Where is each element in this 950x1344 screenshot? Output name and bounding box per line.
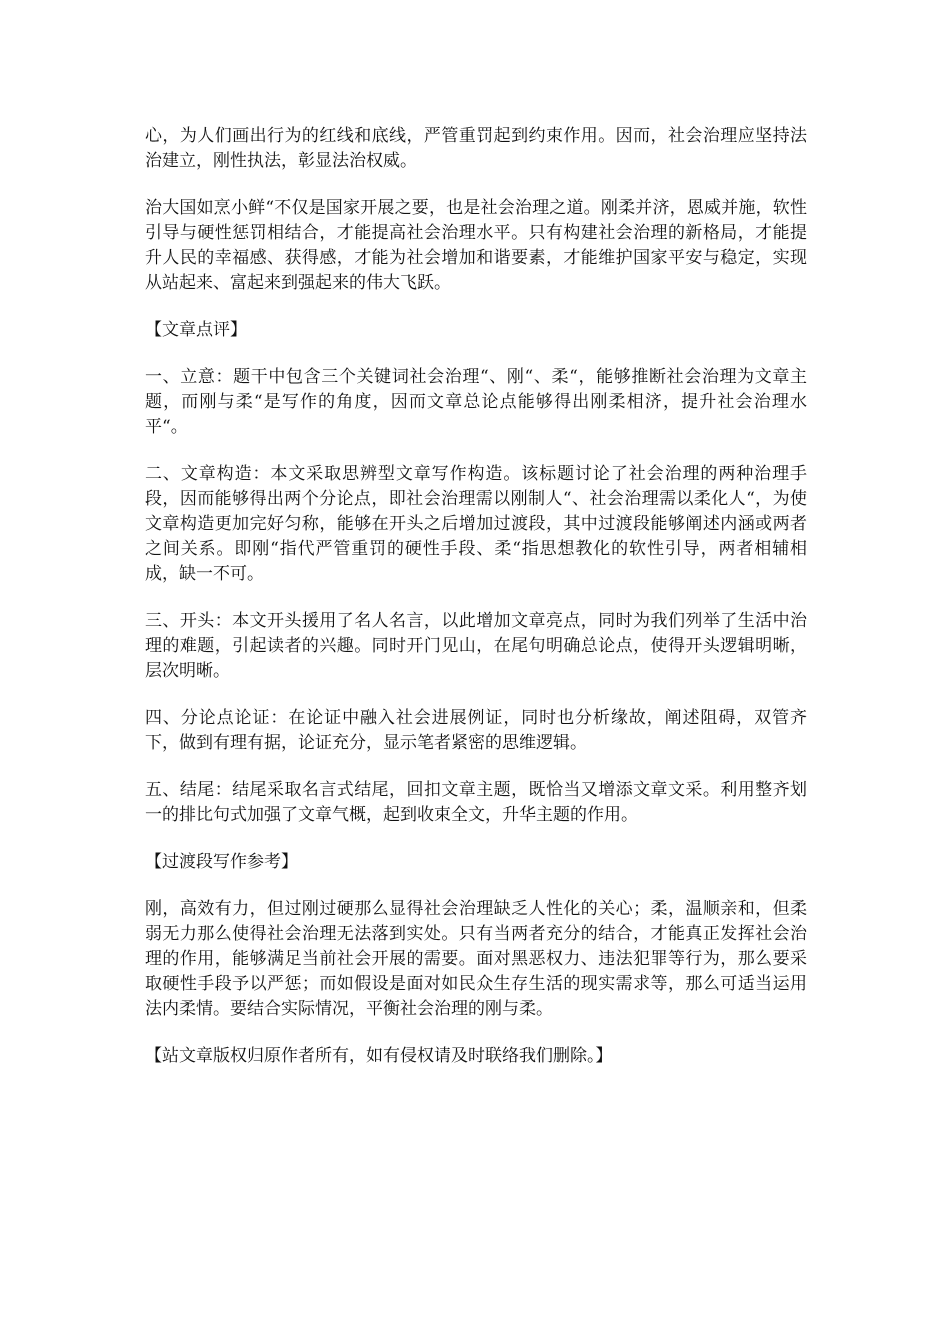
paragraph-commentary-structure: 二、文章构造：本文采取思辨型文章写作构造。该标题讨论了社会治理的两种治理手段，因而能够得出两个分论点，即社会治理需以刚制人“、社会治理需以柔化人“，为使文章构造更加完好匀称，能够在开头之后增加过渡段，其中过渡段能够阐述内涵或两者之间关系。即刚“指代严管重罚的硬性手段、柔“指思想教化的软性引导，两者相辅相成，缺一不可。 [145,464,807,584]
section-heading-commentary: 【文章点评】 [145,320,247,340]
paragraph-commentary-opening: 三、开头：本文开头援用了名人名言，以此增加文章亮点，同时为我们列举了生活中治理的难题，引起读者的兴趣。同时开门见山，在尾句明确总论点，使得开头逻辑明晰，层次明晰。 [145,611,807,681]
paragraph-commentary-theme: 一、立意：题干中包含三个关键词社会治理“、刚“、柔“，能够推断社会治理为文章主题，而刚与柔“是写作的角度，因而文章总论点能够得出刚柔相济，提升社会治理水平“。 [145,367,807,437]
paragraph-transition-example: 刚，高效有力，但过刚过硬那么显得社会治理缺乏人性化的关心；柔，温顺亲和，但柔弱无力那么使得社会治理无法落到实处。只有当两者充分的结合，才能真正发挥社会治理的作用，能够满足当前社会开展的需要。面对黑恶权力、违法犯罪等行为，那么要采取硬性手段予以严惩；而如假设是面对如民众生存生活的现实需求等，那么可适当运用法内柔情。要结合实际情况，平衡社会治理的刚与柔。 [145,899,807,1019]
paragraph-conclusion: 治大国如烹小鲜“不仅是国家开展之要，也是社会治理之道。刚柔并济，恩威并施，软性引导与硬性惩罚相结合，才能提高社会治理水平。只有构建社会治理的新格局，才能提升人民的幸福感、获得感，才能为社会增加和谐要素，才能维护国家平安与稳定，实现从站起来、富起来到强起来的伟大飞跃。 [145,198,807,293]
paragraph-commentary-ending: 五、结尾：结尾采取名言式结尾，回扣文章主题，既恰当又增添文章文采。利用整齐划一的排比句式加强了文章气概，起到收束全文，升华主题的作用。 [145,780,807,825]
section-heading-transition-reference: 【过渡段写作参考】 [145,852,298,872]
copyright-notice: 【站文章版权归原作者所有，如有侵权请及时联络我们删除。】 [145,1046,613,1066]
document-page [145,124,807,1091]
paragraph-rule-of-law-conclusion: 心，为人们画出行为的红线和底线，严管重罚起到约束作用。因而，社会治理应坚持法治建立，刚性执法，彰显法治权威。 [145,126,807,171]
paragraph-commentary-argument: 四、分论点论证：在论证中融入社会进展例证，同时也分析缘故，阐述阻碍，双管齐下，做到有理有据，论证充分，显示笔者紧密的思维逻辑。 [145,708,807,753]
